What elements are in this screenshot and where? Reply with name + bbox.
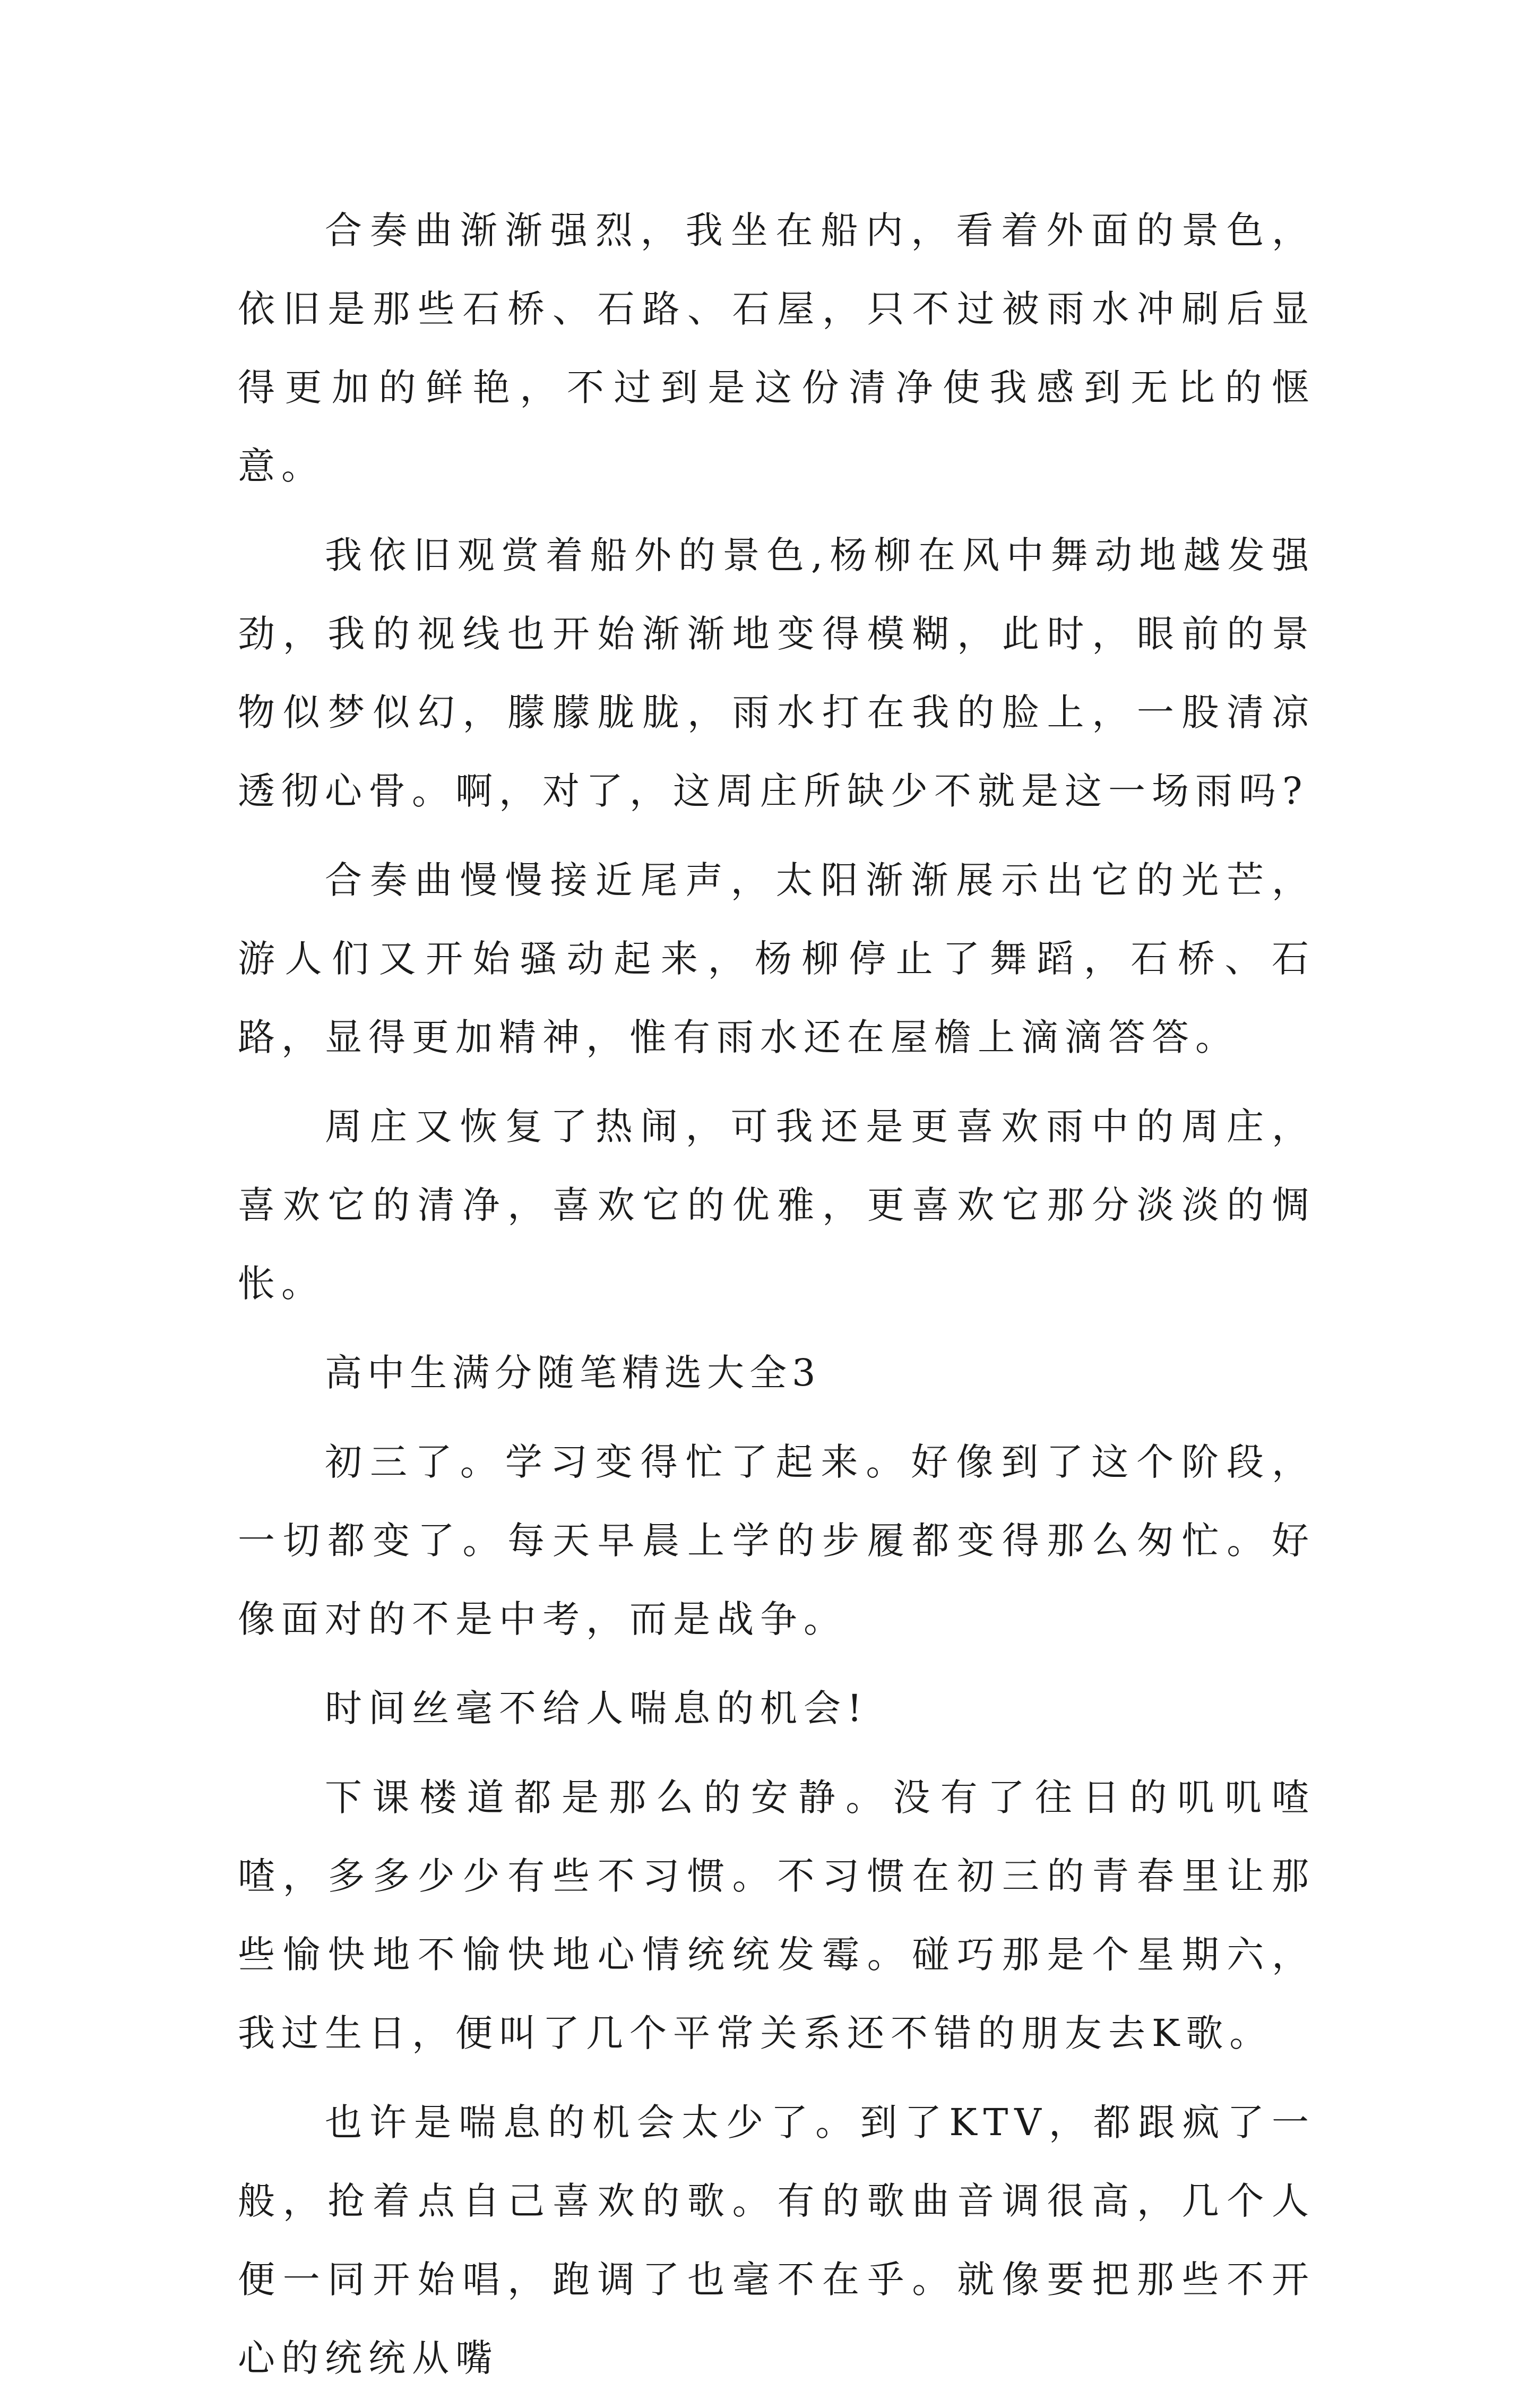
paragraph-4: 周庄又恢复了热闹，可我还是更喜欢雨中的周庄，喜欢它的清净，喜欢它的优雅，更喜欢它那分淡淡的惆怅。 bbox=[238, 1105, 1315, 1305]
paragraph-5: 初三了。学习变得忙了起来。好像到了这个阶段，一切都变了。每天早晨上学的步履都变得那么匆忙。好像面对的不是中考，而是战争。 bbox=[238, 1440, 1315, 1641]
paragraph-1: 合奏曲渐渐强烈，我坐在船内，看着外面的景色，依旧是那些石桥、石路、石屋，只不过被雨水冲刷后显得更加的鲜艳，不过到是这份清净使我感到无比的惬意。 bbox=[238, 209, 1315, 488]
paragraph-7: 下课楼道都是那么的安静。没有了往日的叽叽喳喳，多多少少有些不习惯。不习惯在初三的青春里让那些愉快地不愉快地心情统统发霉。碰巧那是个星期六，我过生日，便叫了几个平常关系还不错的朋友去K歌。 bbox=[238, 1776, 1315, 2055]
paragraph-2: 我依旧观赏着船外的景色,杨柳在风中舞动地越发强劲，我的视线也开始渐渐地变得模糊，此时，眼前的景物似梦似幻，朦朦胧胧，雨水打在我的脸上，一股清凉透彻心骨。啊，对了，这周庄所缺少不就是这一场雨吗? bbox=[238, 534, 1315, 813]
paragraph-6: 时间丝毫不给人喘息的机会! bbox=[325, 1687, 869, 1730]
section-heading: 高中生满分随笔精选大全3 bbox=[325, 1351, 821, 1395]
document-body bbox=[238, 191, 1315, 2408]
paragraph-8: 也许是喘息的机会太少了。到了KTV，都跟疯了一般，抢着点自己喜欢的歌。有的歌曲音调很高，几个人便一同开始唱，跑调了也毫不在乎。就像要把那些不开心的统统从嘴 bbox=[238, 2101, 1315, 2380]
paragraph-3: 合奏曲慢慢接近尾声，太阳渐渐展示出它的光芒，游人们又开始骚动起来，杨柳停止了舞蹈，石桥、石路，显得更加精神，惟有雨水还在屋檐上滴滴答答。 bbox=[238, 858, 1315, 1059]
